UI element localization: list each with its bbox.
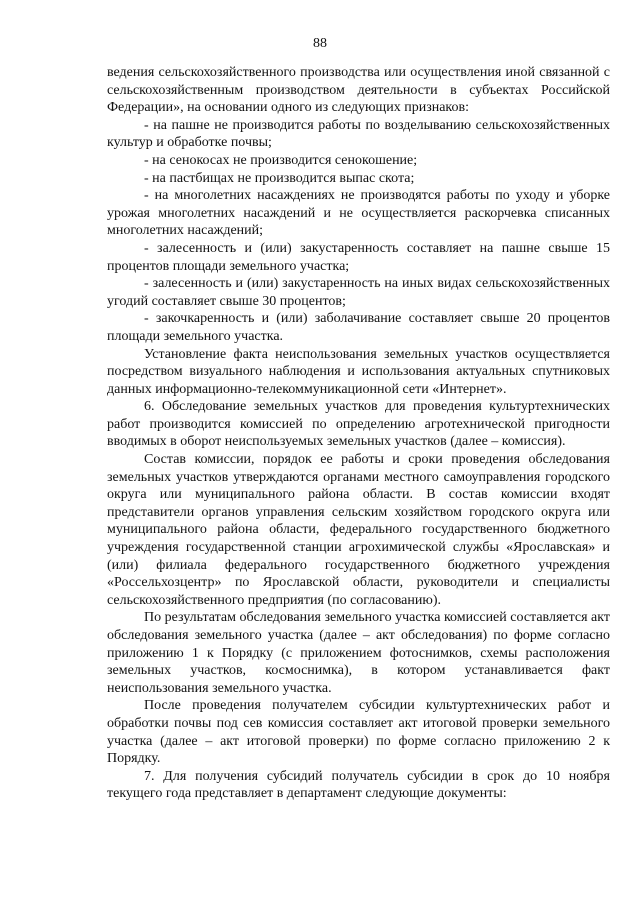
paragraph-commission-composition: Состав комиссии, порядок ее работы и сроки проведения обследования земельных участков утверждаются органами местного самоуправления городского округа или муниципального района области. В состав комиссии входят представители органов управления сельским хозяйством городского округа или муниципального района области, федерального государственного бюджетного учреждения государственной станции агрохимической службы «Ярославская» и (или) филиала федерального государственного бюджетного учреждения «Россельхозцентр» по Ярославской области, руководители и специалисты сельскохозяйственного предприятия (по согласованию). (107, 452, 610, 608)
paragraph-inspection-act: По результатам обследования земельного участка комиссией составляется акт обследования земельного участка (далее – акт обследования) по форме согласно приложению 1 к Порядку (с приложением фотоснимков, схемы расположения земельных участков, космоснимка), в котором устанавливается факт неиспользования земельного участка. (107, 610, 610, 696)
paragraph-section-7: 7. Для получения субсидий получатель субсидии в срок до 10 ноября текущего года представляет в департамент следующие документы: (107, 768, 610, 802)
paragraph-intro-continuation: ведения сельскохозяйственного производства или осуществления иной связанной с сельскохозяйственным производством деятельности в субъектах Российской Федерации», на основании одного из следующих признаков: (107, 65, 610, 116)
list-item-perennial-plantings: - на многолетних насаждениях не производятся работы по уходу и уборке урожая многолетних насаждений и не осуществляется раскорчевка списанных многолетних насаждений; (107, 188, 610, 239)
paragraph-section-6: 6. Обследование земельных участков для проведения культуртехнических работ производится комиссией по определению агротехнической пригодности вводимых в оборот неиспользуемых земельных участков (далее – комиссия). (107, 399, 610, 450)
paragraph-fact-establishment: Установление факта неиспользования земельных участков осуществляется посредством визуального наблюдения и использования актуальных спутниковых данных информационно-телекоммуникационной сети «Интернет». (107, 346, 610, 397)
list-item-arable-land: - на пашне не производится работы по возделыванию сельскохозяйственных культур и обработке почвы; (107, 117, 610, 151)
list-item-waterlogging: - закочкаренность и (или) заболачивание составляет свыше 20 процентов площади земельного участка. (107, 311, 610, 344)
page-number: 88 (313, 36, 327, 51)
list-item-forestation-arable: - залесенность и (или) закустаренность составляет на пашне свыше 15 процентов площади земельного участка; (107, 240, 610, 274)
document-body (107, 64, 610, 803)
list-item-pastures: - на пастбищах не производится выпас скота; (144, 170, 415, 186)
list-item-forestation-other: - залесенность и (или) закустаренность на иных видах сельскохозяйственных угодий составляет свыше 30 процентов; (107, 276, 610, 309)
paragraph-final-inspection: После проведения получателем субсидии культуртехнических работ и обработки почвы под сев комиссия составляет акт итоговой проверки земельного участка (далее – акт итоговой проверки) по форме согласно приложению 2 к Порядку. (107, 698, 610, 767)
list-item-hayfields: - на сенокосах не производится сенокошение; (144, 152, 418, 168)
